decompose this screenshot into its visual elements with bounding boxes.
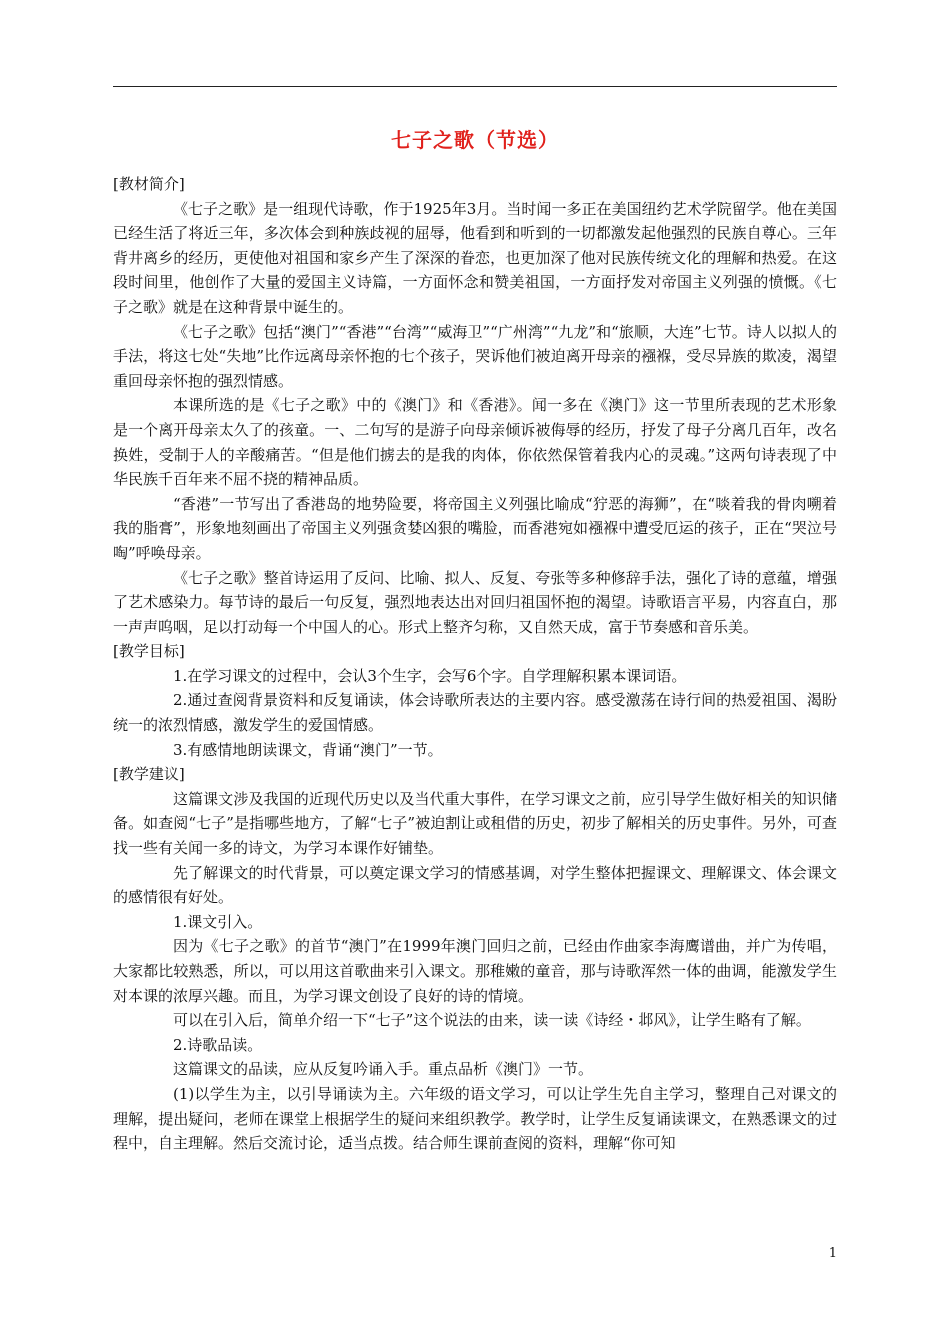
paragraph: 因为《七子之歌》的首节“澳门”在1999年澳门回归之前，已经由作曲家李海鹰谱曲，并广为传唱，大家都比较熟悉，所以，可以用这首歌曲来引入课文。那稚嫩的童音，那与诗歌浑然一体的曲调，能激发学生对本课的浓厚兴趣。而且，为学习课文创设了良好的诗的情境。 (113, 937, 837, 1005)
page-number: 1 (828, 1246, 837, 1261)
paragraph: 这篇课文涉及我国的近现代历史以及当代重大事件，在学习课文之前，应引导学生做好相关的知识储备。如查阅“七子”是指哪些地方，了解“七子”被迫割让或租借的历史，初步了解相关的历史事件。另外，可查找一些有关闻一多的诗文，为学习本课作好铺垫。 (113, 789, 837, 858)
paragraph: (1)以学生为主，以引导诵读为主。六年级的语文学习，可以让学生先自主学习，整理自己对课文的理解，提出疑问，老师在课堂上根据学生的疑问来组织教学。教学时，让学生反复诵读课文，在熟悉课文的过程中，自主理解。然后交流讨论，适当点拨。结合师生课前查阅的资料，理解“你可知 (113, 1084, 837, 1153)
paragraph: 先了解课文的时代背景，可以奠定课文学习的情感基调，对学生整体把握课文、理解课文、体会课文的感情很有好处。 (113, 863, 837, 907)
paragraph: 《七子之歌》是一组现代诗歌，作于1925年3月。当时闻一多正在美国纽约艺术学院留学。他在美国已经生活了将近三年，多次体会到种族歧视的屈辱，他看到和听到的一切都激发起他强烈的民族自尊心。三年背井离乡的经历，更使他对祖国和家乡产生了深深的眷恋，也更加深了他对民族传统文化的理解和热爱。在这段时间里，他创作了大量的爱国主义诗篇，一方面怀念和赞美祖国，一方面抒发对帝国主义列强的愤慨。《七子之歌》就是在这种背景中诞生的。 (113, 199, 837, 316)
paragraph: 1.在学习课文的过程中，会认3个生字，会写6个字。自学理解积累本课词语。 (173, 666, 687, 685)
paragraph: 可以在引入后，简单介绍一下“七子”这个说法的由来，读一读《诗经・邶风》，让学生略有了解。 (173, 1011, 811, 1030)
document-body (113, 172, 837, 1156)
paragraph: 1.课文引入。 (173, 912, 263, 931)
paragraph: 《七子之歌》包括“澳门”“香港”“台湾”“威海卫”“广州湾”“九龙”和“旅顺，大连”七节。诗人以拟人的手法，将这七处“失地”比作远离母亲怀抱的七个孩子，哭诉他们被迫离开母亲的襁褓，受尽异族的欺凌，渴望重回母亲怀抱的强烈情感。 (113, 322, 837, 390)
section-heading-intro: [教材简介] (113, 175, 185, 193)
paragraph: 3.有感情地朗读课文，背诵“澳门”一节。 (173, 740, 443, 759)
paragraph: 2.通过查阅背景资料和反复诵读，体会诗歌所表达的主要内容。感受激荡在诗行间的热爱祖国、渴盼统一的浓烈情感，激发学生的爱国情感。 (113, 691, 837, 735)
paragraph: 这篇课文的品读，应从反复吟诵入手。重点品析《澳门》一节。 (173, 1060, 594, 1079)
paragraph: “香港”一节写出了香港岛的地势险要，将帝国主义列强比喻成“狞恶的海狮”，在“啖着我的骨肉嗍着我的脂膏”，形象地刻画出了帝国主义列强贪婪凶狠的嘴脸，而香港宛如襁褓中遭受厄运的孩子，正在“哭泣号啕”呼唤母亲。 (113, 494, 837, 562)
paragraph: 2.诗歌品读。 (173, 1035, 263, 1054)
paragraph: 本课所选的是《七子之歌》中的《澳门》和《香港》。闻一多在《澳门》这一节里所表现的艺术形象是一个离开母亲太久了的孩童。一、二句写的是游子向母亲倾诉被侮辱的经历，抒发了母子分离几百年，改名换姓，受制于人的辛酸痛苦。“但是他们掳去的是我的肉体，你依然保管着我内心的灵魂。”这两句诗表现了中华民族千百年来不屈不挠的精神品质。 (113, 396, 837, 489)
section-heading-goals: [教学目标] (113, 642, 185, 661)
section-heading-suggestions: [教学建议] (113, 765, 185, 784)
document-title: 七子之歌（节选） (391, 128, 559, 152)
paragraph: 《七子之歌》整首诗运用了反问、比喻、拟人、反复、夸张等多种修辞手法，强化了诗的意蕴，增强了艺术感染力。每节诗的最后一句反复，强烈地表达出对回归祖国怀抱的渴望。诗歌语言平易，内容直白，那一声声呜咽，足以打动每一个中国人的心。形式上整齐匀称，又自然天成，富于节奏感和音乐美。 (113, 568, 837, 636)
header-rule (113, 86, 837, 87)
